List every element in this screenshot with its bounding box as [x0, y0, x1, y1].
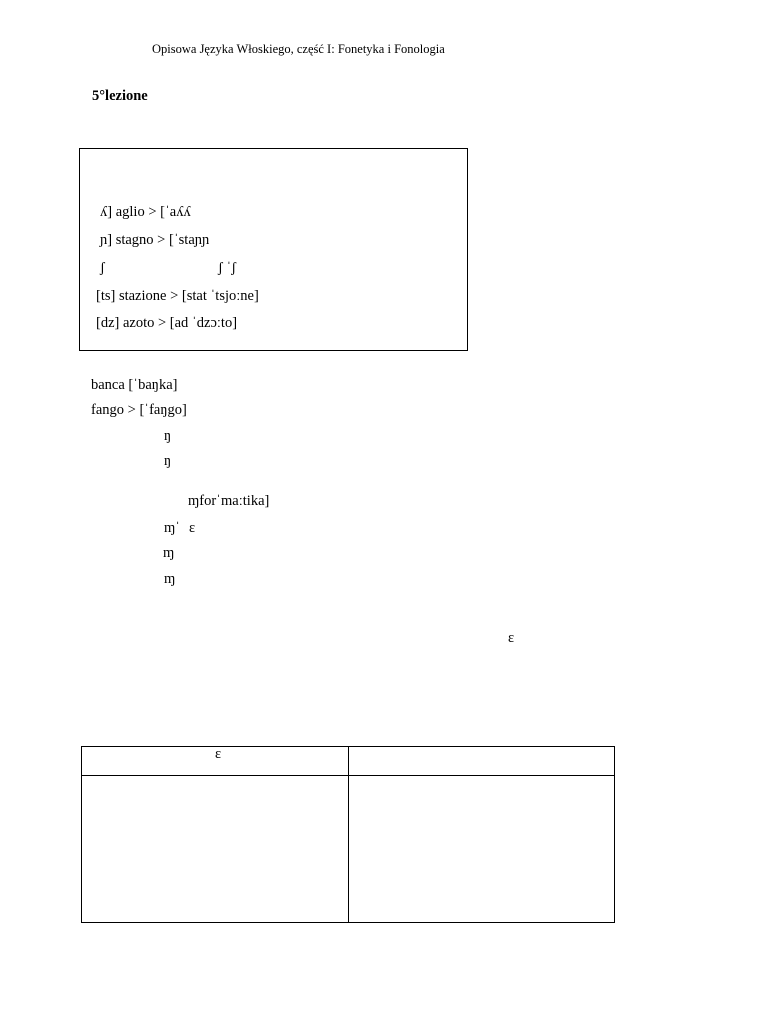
example-informatika: ɱforˈmaːtika] — [188, 493, 270, 509]
example-symbol: ŋ — [164, 428, 172, 444]
table-header-left: ɛ — [215, 746, 222, 762]
example-symbol: ɱ — [164, 571, 176, 587]
box-line-ts: [ts] stazione > [stat ˈtsjoːne] — [96, 288, 259, 304]
example-symbol: ɱˈ — [164, 520, 181, 536]
box-line-sc-right: ʃ ˈʃ — [218, 260, 237, 276]
box-line-gn: ɲ] stagno > [ˈstaɲɲ — [100, 232, 210, 248]
document-header: Opisowa Języka Włoskiego, część I: Fonetyka i Fonologia — [152, 42, 445, 56]
lesson-title: 5°lezione — [92, 88, 148, 104]
right-symbol: ɛ — [508, 630, 515, 646]
example-banca: banca [ˈbaŋka] — [91, 377, 178, 393]
example-symbol: ɱ — [163, 545, 175, 561]
example-symbol: ŋ — [164, 453, 172, 469]
box-line-sc-left: ʃ — [100, 260, 105, 276]
comparison-table — [81, 746, 615, 923]
table-header-divider — [82, 775, 614, 776]
table-column-divider — [348, 747, 349, 922]
box-line-gli: ʎ] aglio > [ˈaʎʎ — [100, 204, 191, 220]
example-symbol: ɛ — [189, 520, 196, 536]
example-fango: fango > [ˈfaŋgo] — [91, 402, 187, 418]
box-line-dz: [dz] azoto > [ad ˈdzɔːto] — [96, 315, 238, 331]
